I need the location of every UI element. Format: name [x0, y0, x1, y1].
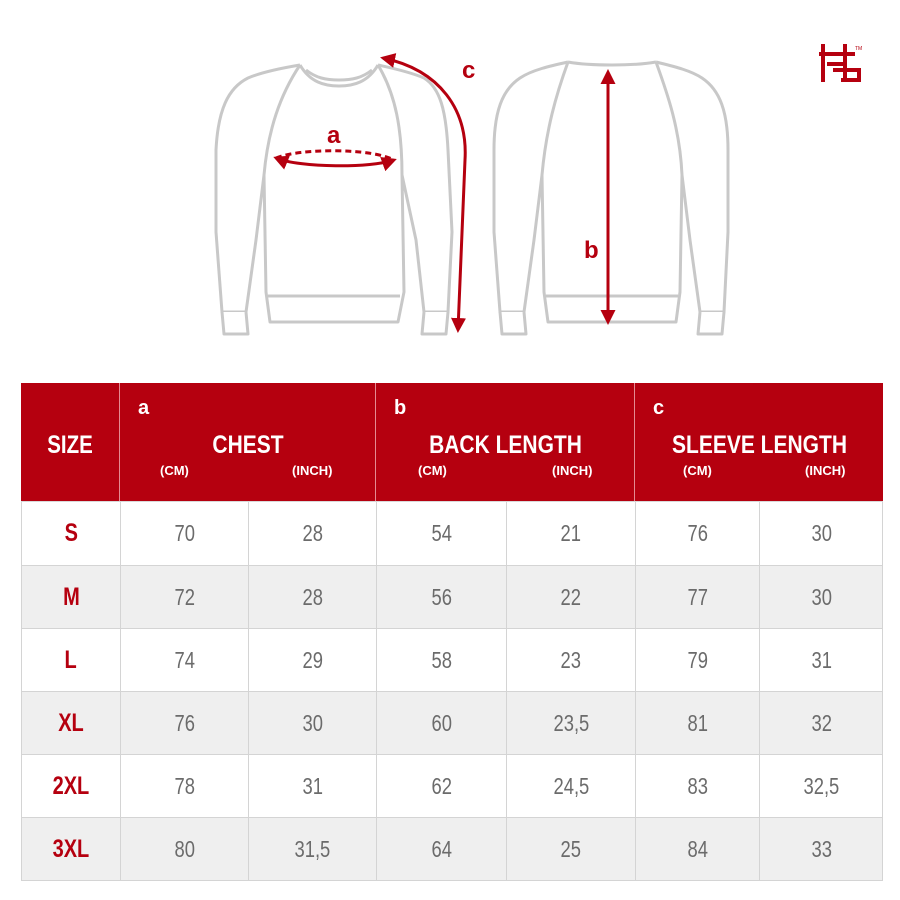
sleeve-length-header-letter: c	[653, 397, 665, 419]
chest-inch-cell: 31	[248, 755, 376, 817]
back-length-header-title: BACK LENGTH	[429, 431, 582, 459]
table-header	[21, 383, 883, 502]
back-length-inch-cell: 23	[506, 629, 635, 691]
sleeve-length-inch-cell: 30	[759, 566, 883, 628]
size-cell: XL	[58, 708, 84, 737]
sleeve-length-cm-cell: 79	[635, 629, 759, 691]
back-length-cm-cell: 60	[376, 692, 506, 754]
back-length-inch-cell: 22	[506, 566, 635, 628]
table-row	[21, 566, 883, 629]
sleeve-length-unit-inch: (INCH)	[805, 463, 846, 478]
sleeve-length-cm-cell: 84	[635, 818, 759, 880]
table-row	[21, 818, 883, 881]
size-chart-table	[21, 383, 883, 881]
table-row	[21, 502, 883, 566]
chest-cm-cell: 74	[120, 629, 248, 691]
back-length-unit-cm: (CM)	[418, 463, 447, 478]
sleeve-length-inch-cell: 30	[759, 502, 883, 565]
sleeve-marker-label: c	[462, 57, 476, 84]
chest-cm-cell: 78	[120, 755, 248, 817]
table-row	[21, 629, 883, 692]
table-row	[21, 692, 883, 755]
back-length-cm-cell: 54	[376, 502, 506, 565]
back-marker-label: b	[584, 237, 599, 264]
back-length-inch-cell: 21	[506, 502, 635, 565]
table-row	[21, 755, 883, 818]
size-header-cell	[21, 383, 119, 501]
chest-marker-label: a	[327, 122, 341, 149]
sleeve-length-inch-cell: 32	[759, 692, 883, 754]
chest-cm-cell: 72	[120, 566, 248, 628]
chest-inch-cell: 30	[248, 692, 376, 754]
size-cell: M	[62, 582, 80, 611]
size-header-label: SIZE	[47, 431, 93, 459]
chest-cm-cell: 80	[120, 818, 248, 880]
logo-tm-mark: TM	[855, 46, 863, 52]
sleeve-length-cm-cell: 81	[635, 692, 759, 754]
back-length-inch-cell: 25	[506, 818, 635, 880]
sleeve-length-header-cell	[634, 383, 884, 501]
chest-header-title: CHEST	[212, 431, 284, 459]
chest-inch-cell: 28	[248, 566, 376, 628]
sleeve-length-cm-cell: 77	[635, 566, 759, 628]
back-length-cm-cell: 56	[376, 566, 506, 628]
chest-cm-cell: 70	[120, 502, 248, 565]
back-length-unit-inch: (INCH)	[552, 463, 593, 478]
chest-inch-cell: 29	[248, 629, 376, 691]
sleeve-length-unit-cm: (CM)	[683, 463, 712, 478]
back-length-inch-cell: 23,5	[506, 692, 635, 754]
chest-unit-inch: (INCH)	[292, 463, 333, 478]
size-cell: 3XL	[52, 834, 90, 863]
back-length-header-letter: b	[394, 397, 407, 419]
sleeve-length-inch-cell: 33	[759, 818, 883, 880]
sweatshirt-back-icon	[494, 62, 728, 334]
back-length-cm-cell: 62	[376, 755, 506, 817]
size-cell: S	[64, 519, 78, 547]
brand-logo-icon	[815, 40, 867, 86]
sleeve-length-inch-cell: 32,5	[759, 755, 883, 817]
chest-header-letter: a	[138, 397, 150, 419]
chest-inch-cell: 31,5	[248, 818, 376, 880]
chest-cm-cell: 76	[120, 692, 248, 754]
sleeve-length-cm-cell: 83	[635, 755, 759, 817]
sleeve-length-header-title: SLEEVE LENGTH	[671, 431, 848, 459]
size-cell: L	[64, 645, 78, 674]
back-length-header-cell	[375, 383, 635, 501]
sweatshirt-front-icon	[216, 65, 452, 334]
chest-unit-cm: (CM)	[160, 463, 189, 478]
sleeve-length-inch-cell: 31	[759, 629, 883, 691]
sleeve-length-cm-cell: 76	[635, 502, 759, 565]
back-length-cm-cell: 58	[376, 629, 506, 691]
back-length-inch-cell: 24,5	[506, 755, 635, 817]
chest-inch-cell: 28	[248, 502, 376, 565]
size-cell: 2XL	[52, 771, 90, 800]
garment-diagram	[0, 0, 900, 370]
chest-header-cell	[119, 383, 376, 501]
back-length-cm-cell: 64	[376, 818, 506, 880]
